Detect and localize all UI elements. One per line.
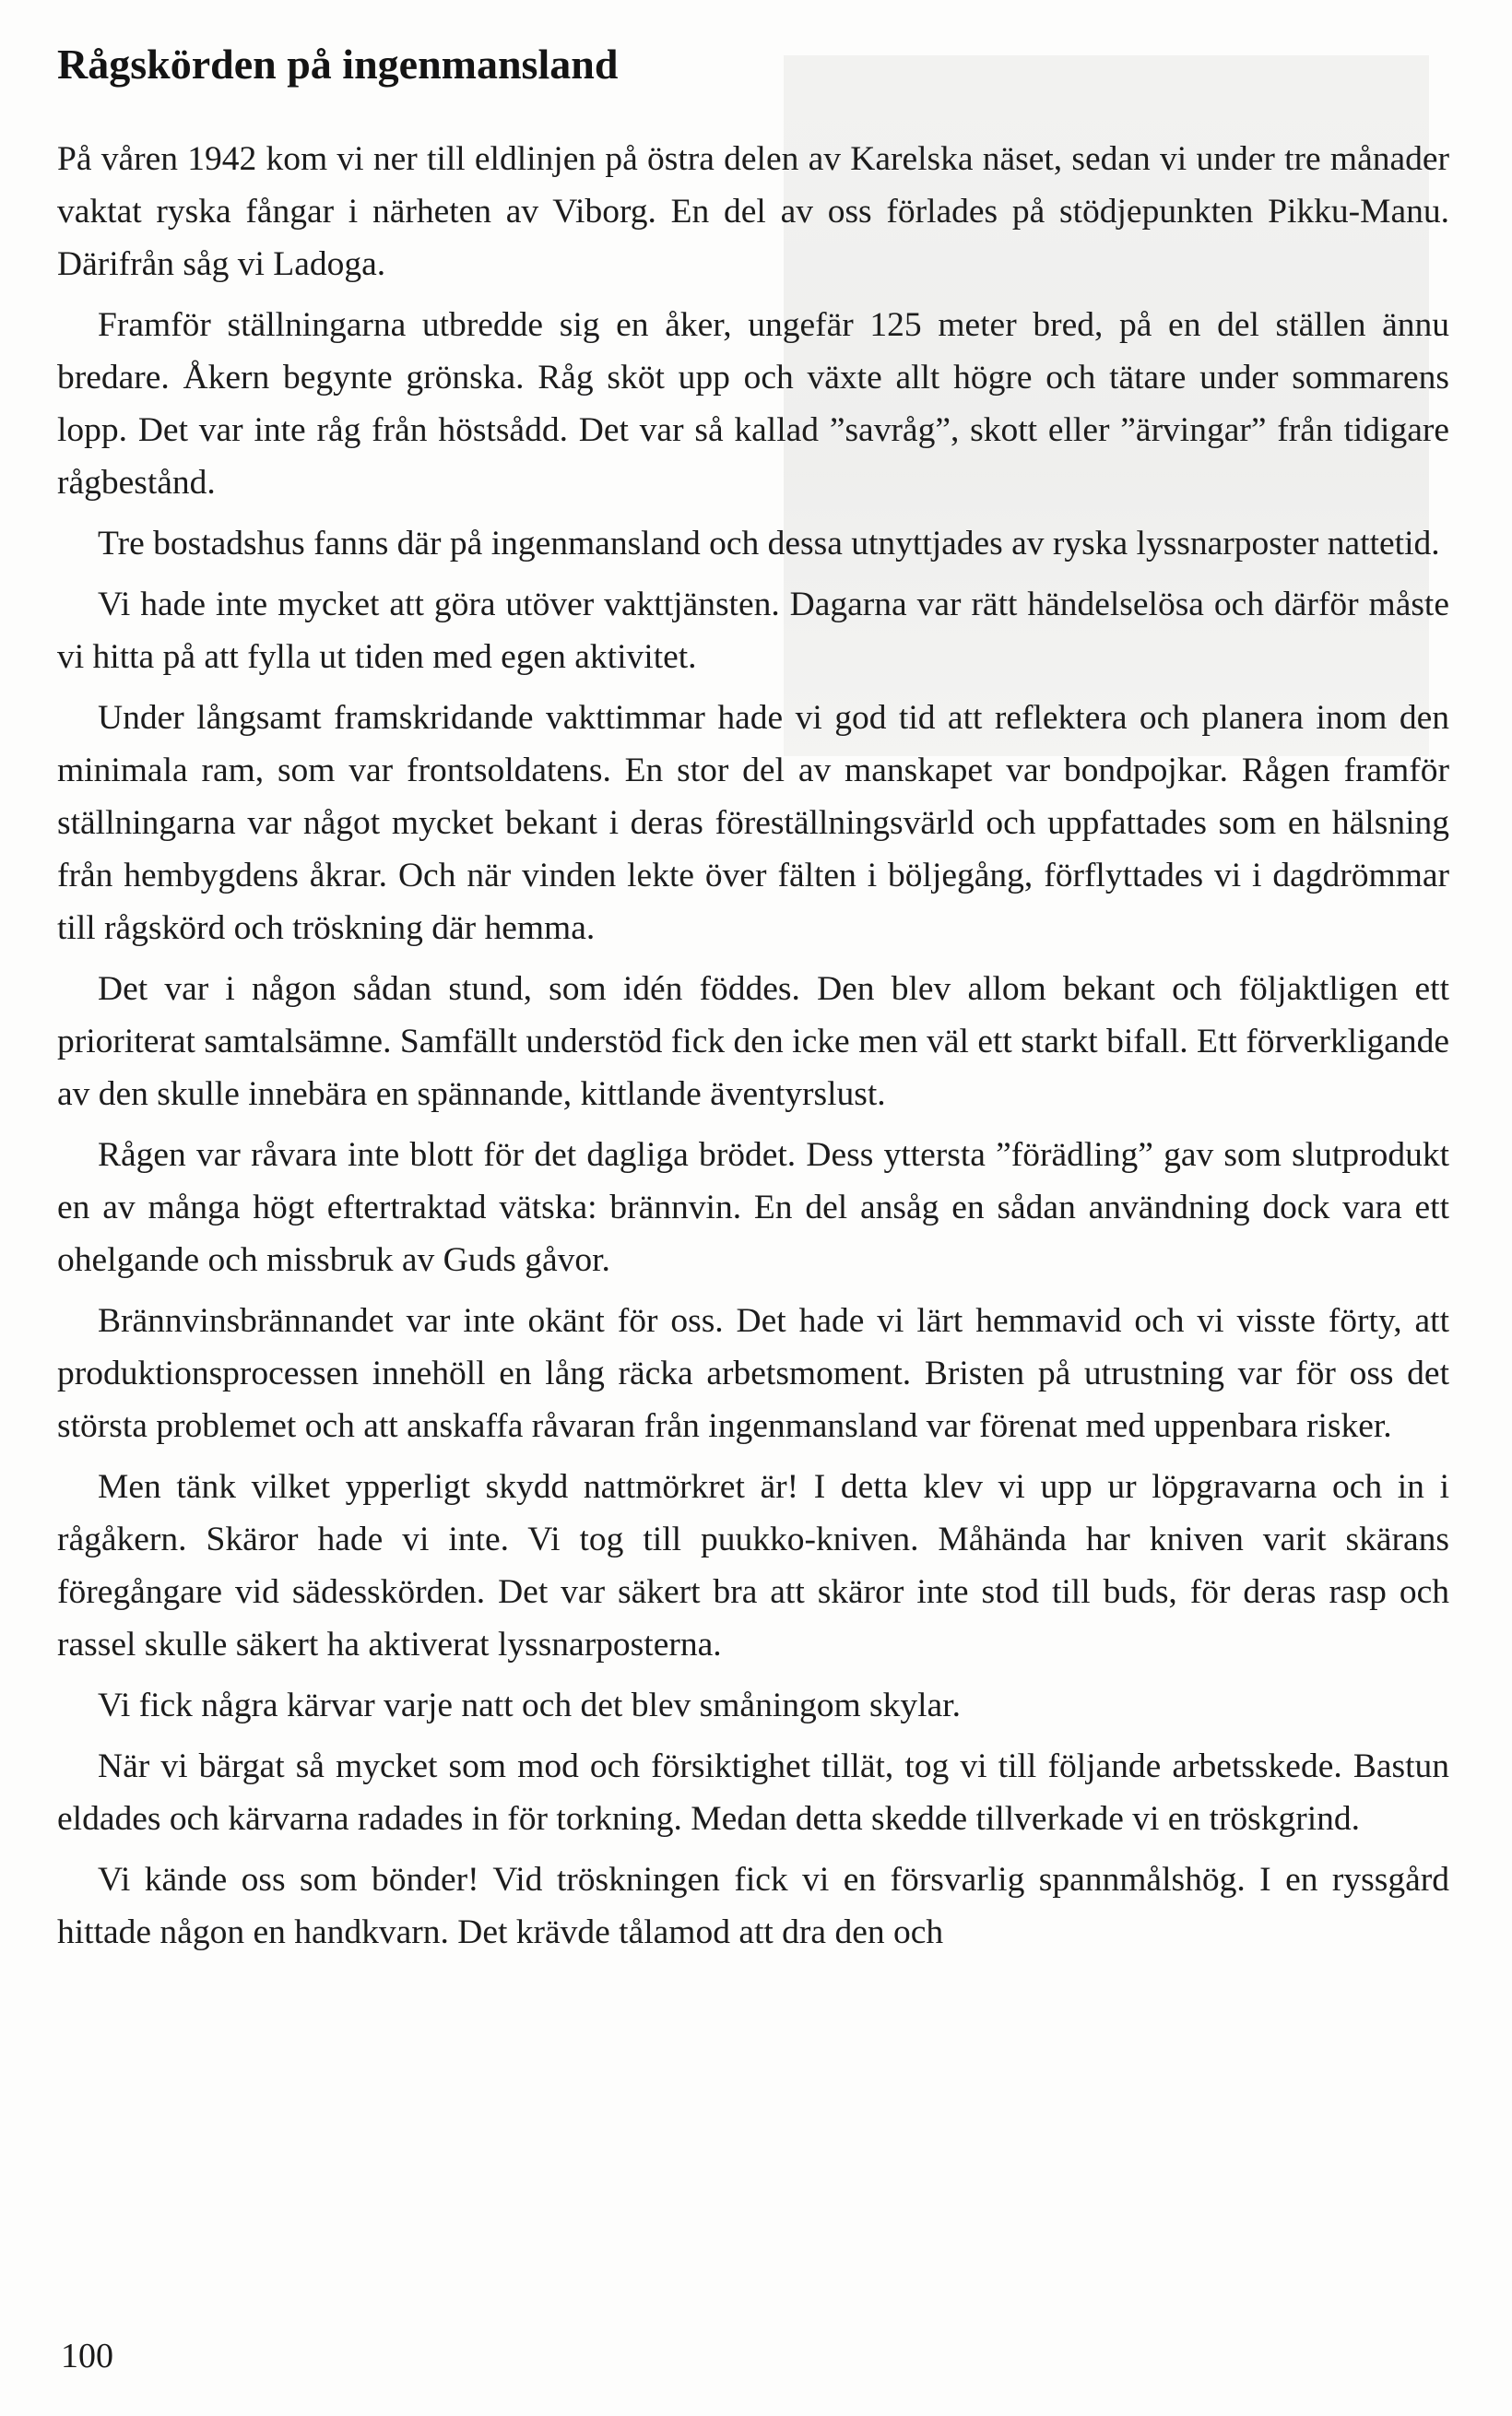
paragraph: Vi kände oss som bönder! Vid tröskningen fick vi en försvarlig spannmålshög. I en ryssgård hittade någon en handkvarn. Det krävde tålamod att dra den och <box>57 1861 1449 1951</box>
paragraph: Brännvinsbrännandet var inte okänt för oss. Det hade vi lärt hemmavid och vi visste förty, att produktionsprocessen innehöll en lång räcka arbetsmoment. Bristen på utrustning var för oss det största problemet och att anskaffa råvaran från ingenmansland var förenat med uppenbara risker. <box>57 1302 1449 1445</box>
page-content <box>57 37 1449 1967</box>
paragraph: Under långsamt framskridande vakttimmar hade vi god tid att reflektera och planera inom den minimala ram, som var frontsoldatens. En stor del av manskapet var bondpojkar. Rågen framför ställningarna var något mycket bekant i deras föreställningsvärld och uppfattades som en hälsning från hembygdens åkrar. Och när vinden lekte över fälten i böljegång, förflyttades vi i dagdrömmar till rågskörd och tröskning där hemma. <box>57 699 1449 947</box>
paragraph: Men tänk vilket ypperligt skydd nattmörkret är! I detta klev vi upp ur löpgravarna och in i rågåkern. Skäror hade vi inte. Vi tog till puukko-kniven. Måhända har kniven varit skärans föregångare vid sädesskörden. Det var säkert bra att skäror inte stod till buds, för deras rasp och rassel skulle säkert ha aktiverat lyssnarposterna. <box>57 1468 1449 1664</box>
paragraph: Vi fick några kärvar varje natt och det blev småningom skylar. <box>98 1687 961 1724</box>
paragraph: På våren 1942 kom vi ner till eldlinjen på östra delen av Karelska näset, sedan vi under tre månader vaktat ryska fångar i närheten av Viborg. En del av oss förlades på stödjepunkten Pikku-Manu. Därifrån såg vi Ladoga. <box>57 140 1449 283</box>
chapter-title: Rågskörden på ingenmansland <box>57 41 619 88</box>
paragraph: Det var i någon sådan stund, som idén föddes. Den blev allom bekant och följaktligen ett prioriterat samtalsämne. Samfällt understöd fick den icke men väl ett starkt bifall. Ett förverkligande av den skulle innebära en spännande, kittlande äventyrslust. <box>57 970 1449 1113</box>
page-number: 100 <box>61 2337 113 2375</box>
paragraph: Tre bostadshus fanns där på ingenmansland och dessa utnyttjades av ryska lyssnarposter nattetid. <box>98 525 1440 563</box>
paragraph: Rågen var råvara inte blott för det dagliga brödet. Dess yttersta ”förädling” gav som slutprodukt en av många högt eftertraktad vätska: brännvin. En del ansåg en sådan användning dock vara ett ohelgande och missbruk av Guds gåvor. <box>57 1136 1449 1279</box>
paragraph: Framför ställningarna utbredde sig en åker, ungefär 125 meter bred, på en del ställen ännu bredare. Åkern begynte grönska. Råg sköt upp och växte allt högre och tätare under sommarens lopp. Det var inte råg från höstsådd. Det var så kallad ”savråg”, skott eller ”ärvingar” från tidigare rågbestånd. <box>57 306 1449 502</box>
paragraph: När vi bärgat så mycket som mod och försiktighet tillät, tog vi till följande arbetsskede. Bastun eldades och kärvarna radades in för torkning. Medan detta skedde tillverkade vi en tröskgrind. <box>57 1747 1449 1838</box>
paragraph: Vi hade inte mycket att göra utöver vakttjänsten. Dagarna var rätt händelselösa och därför måste vi hitta på att fylla ut tiden med egen aktivitet. <box>57 586 1449 676</box>
